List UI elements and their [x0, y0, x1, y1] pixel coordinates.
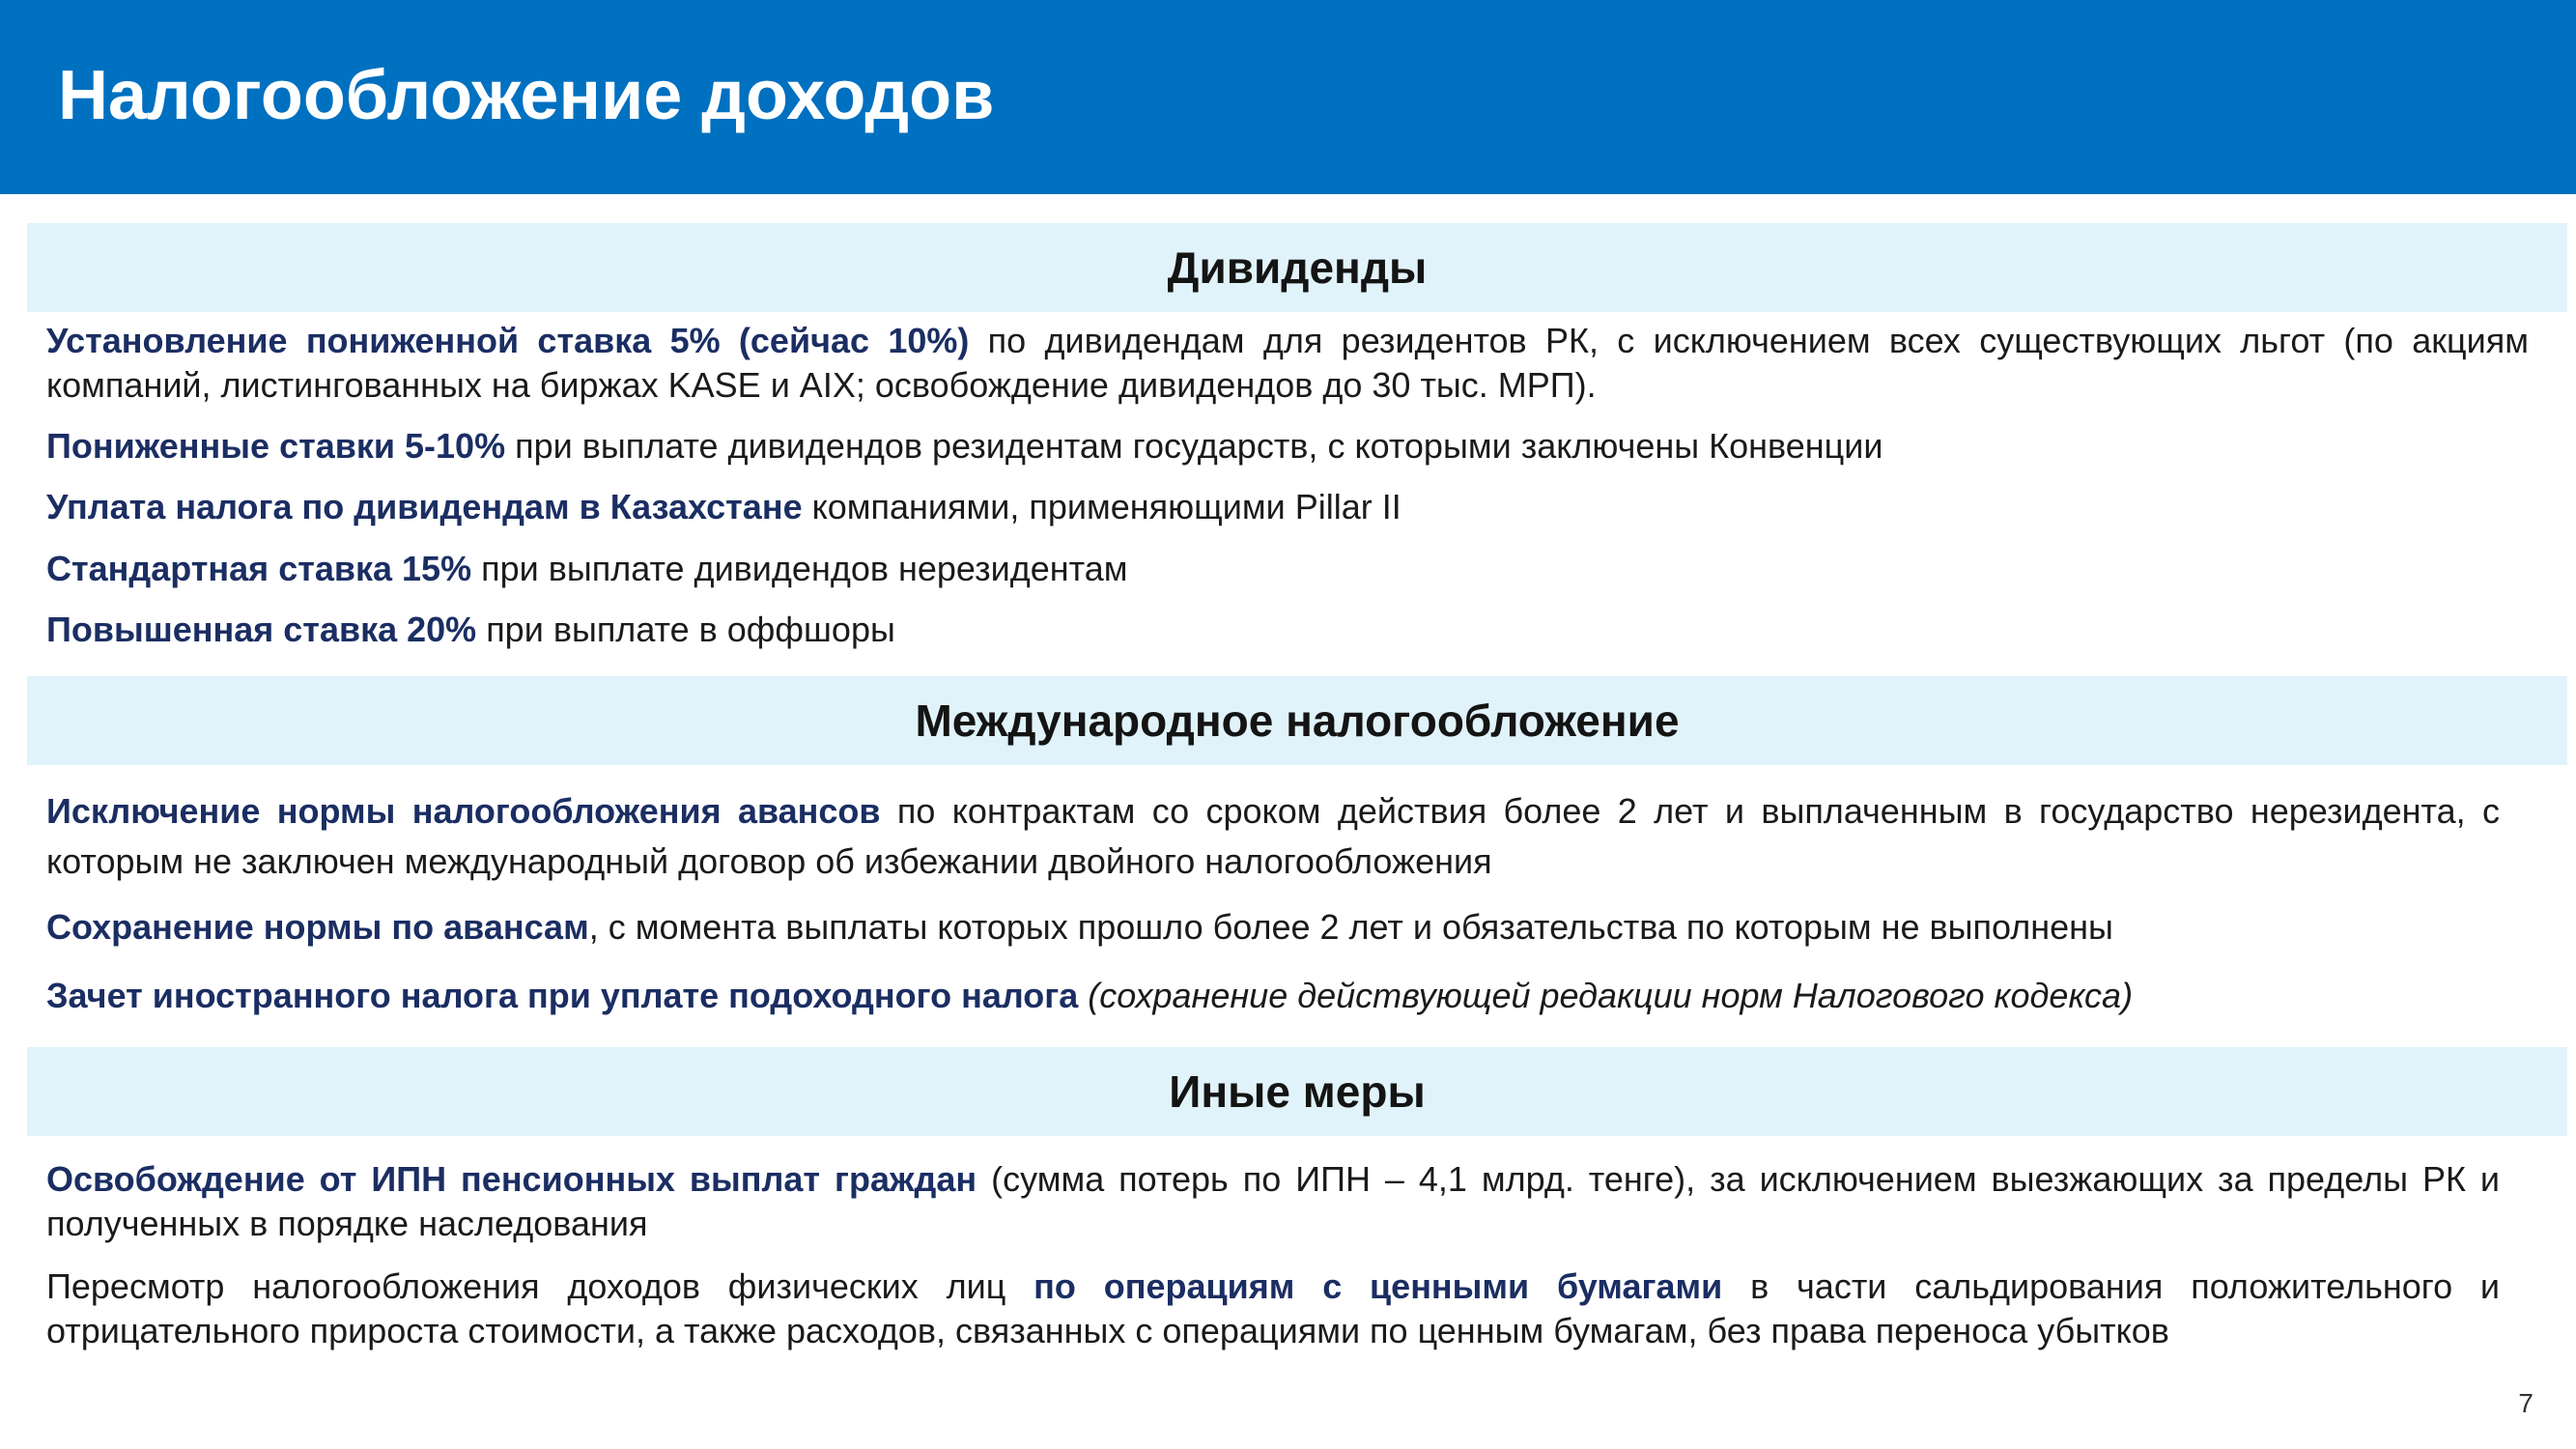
dividends-item-4-text: при выплате дивидендов нерезидентам	[471, 549, 1128, 588]
dividends-item-3-text: компаниями, применяющими Pillar II	[802, 487, 1401, 526]
dividends-item-5-text: при выплате в оффшоры	[476, 610, 895, 649]
dividends-item-2-text: при выплате дивидендов резидентам государств, с которыми заключены Конвенции	[505, 426, 1883, 466]
dividends-item-4	[46, 547, 1128, 591]
other-item-2-bold: по операциям с ценными бумагами	[1033, 1266, 1723, 1306]
international-item-2	[46, 905, 2113, 950]
section-header-international	[27, 676, 2567, 765]
other-item-1-text: (сумма потерь по ИПН – 4,1 млрд. тенге), за исключением выезжающих за пределы РК и полученных в порядке наследования	[46, 1159, 2501, 1243]
international-item-1-bold: Исключение нормы налогообложения авансов	[46, 791, 881, 831]
section-title-dividends: Дивиденды	[1167, 242, 1428, 293]
international-item-3-note: (сохранение действующей редакции норм Налогового кодекса)	[1078, 976, 2134, 1015]
section-title-other: Иные меры	[1169, 1066, 1426, 1117]
dividends-item-3-bold: Уплата налога по дивидендам в Казахстане	[46, 487, 803, 526]
section-header-other	[27, 1047, 2567, 1136]
other-item-1-bold: Освобождение от ИПН пенсионных выплат граждан	[46, 1159, 977, 1199]
header-bar	[0, 0, 2576, 194]
dividends-item-1-text: по дивидендам для резидентов РК, с исключением всех существующих льгот (по акциям компаний, листингованных на биржах KASE и AIX; освобождение дивидендов до 30 тыс. МРП).	[46, 321, 2529, 405]
dividends-item-4-bold: Стандартная ставка 15%	[46, 549, 472, 588]
page-title: Налогообложение доходов	[58, 57, 995, 134]
section-header-dividends	[27, 223, 2567, 312]
dividends-item-3	[46, 485, 1401, 529]
international-item-3	[46, 974, 2133, 1018]
dividends-item-2-bold: Пониженные ставки 5-10%	[46, 426, 506, 466]
section-title-international: Международное налогообложение	[915, 696, 1680, 746]
other-item-2	[46, 1264, 2500, 1353]
dividends-item-1-bold: Установление пониженной ставка 5% (сейчас 10%)	[46, 321, 970, 360]
dividends-item-2	[46, 424, 1882, 469]
dividends-item-5	[46, 608, 895, 652]
international-item-2-bold: Сохранение нормы по авансам	[46, 907, 589, 947]
other-item-2-text: в части сальдирования положительного и отрицательного прироста стоимости, а также расходов, связанных с операциями по ценным бумагам, без права переноса убытков	[46, 1266, 2501, 1350]
other-item-2-pre: Пересмотр налогообложения доходов физических лиц	[46, 1266, 1034, 1306]
dividends-item-5-bold: Повышенная ставка 20%	[46, 610, 477, 649]
international-item-1	[46, 786, 2500, 887]
international-item-3-bold: Зачет иностранного налога при уплате подоходного налога	[46, 976, 1079, 1015]
international-item-1-text: по контрактам со сроком действия более 2 лет и выплаченным в государство нерезидента, с которым не заключен международный договор об избежании двойного налогообложения	[46, 791, 2500, 881]
page-number: 7	[2518, 1388, 2534, 1418]
other-item-1	[46, 1157, 2500, 1246]
international-item-2-text: , с момента выплаты которых прошло более 2 лет и обязательства по которым не выполнены	[588, 907, 2113, 947]
dividends-item-1	[46, 319, 2529, 408]
